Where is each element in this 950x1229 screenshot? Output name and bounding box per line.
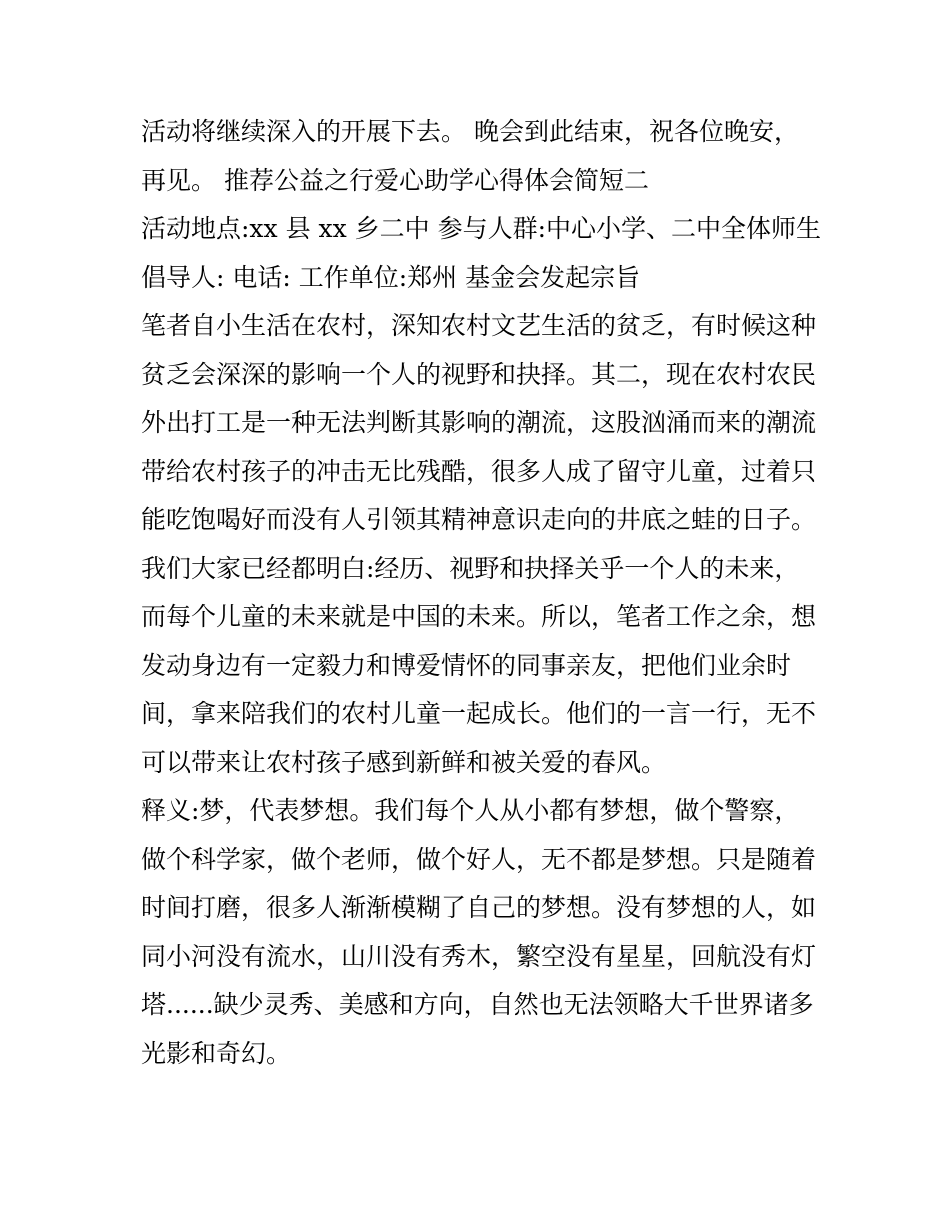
text-line: 笔者自小生活在农村，深知农村文艺生活的贫乏，有时候这种: [141, 311, 817, 340]
text-line: 光影和奇幻。: [141, 1038, 292, 1068]
document-body: [141, 108, 821, 1078]
text-line: 释义:梦，代表梦想。我们每个人从小都有梦想，做个警察，: [141, 796, 800, 825]
text-line: 间，拿来陪我们的农村儿童一起成长。他们的一言一行，无不: [141, 699, 817, 728]
text-line: 发动身边有一定毅力和博爱情怀的同事亲友，把他们业余时: [141, 650, 792, 680]
text-line: 塔......缺少灵秀、美感和方向，自然也无法领略大千世界诸多: [141, 990, 814, 1019]
text-line: 活动地点:xx 县 xx 乡二中 参与人群:中心小学、二中全体师生: [141, 214, 821, 243]
text-line: 同小河没有流水，山川没有秀木，繁空没有星星，回航没有灯: [141, 941, 817, 971]
text-line: 做个科学家，做个老师，做个好人，无不都是梦想。只是随着: [141, 844, 817, 874]
text-line: 活动将继续深入的开展下去。 晚会到此结束，祝各位晚安，: [141, 117, 799, 146]
text-line: 外出打工是一种无法判断其影响的潮流，这股汹涌而来的潮流: [141, 408, 817, 437]
text-line: 倡导人: 电话: 工作单位:郑州 基金会发起宗旨: [141, 262, 641, 292]
text-line: 可以带来让农村孩子感到新鲜和被关爱的春风。: [141, 747, 667, 777]
text-line: 再见。 推荐公益之行爱心助学心得体会简短二: [141, 165, 649, 195]
text-line: 能吃饱喝好而没有人引领其精神意识走向的井底之蛙的日子。: [141, 505, 817, 534]
text-line: 时间打磨，很多人渐渐模糊了自己的梦想。没有梦想的人，如: [141, 893, 817, 922]
text-line: 我们大家已经都明白:经历、视野和抉择关乎一个人的未来，: [141, 553, 800, 583]
text-line: 而每个儿童的未来就是中国的未来。所以，笔者工作之余，想: [141, 602, 817, 631]
text-line: 贫乏会深深的影响一个人的视野和抉择。其二，现在农村农民: [141, 359, 817, 389]
text-line: 带给农村孩子的冲击无比残酷，很多人成了留守儿童，过着只: [141, 456, 817, 486]
